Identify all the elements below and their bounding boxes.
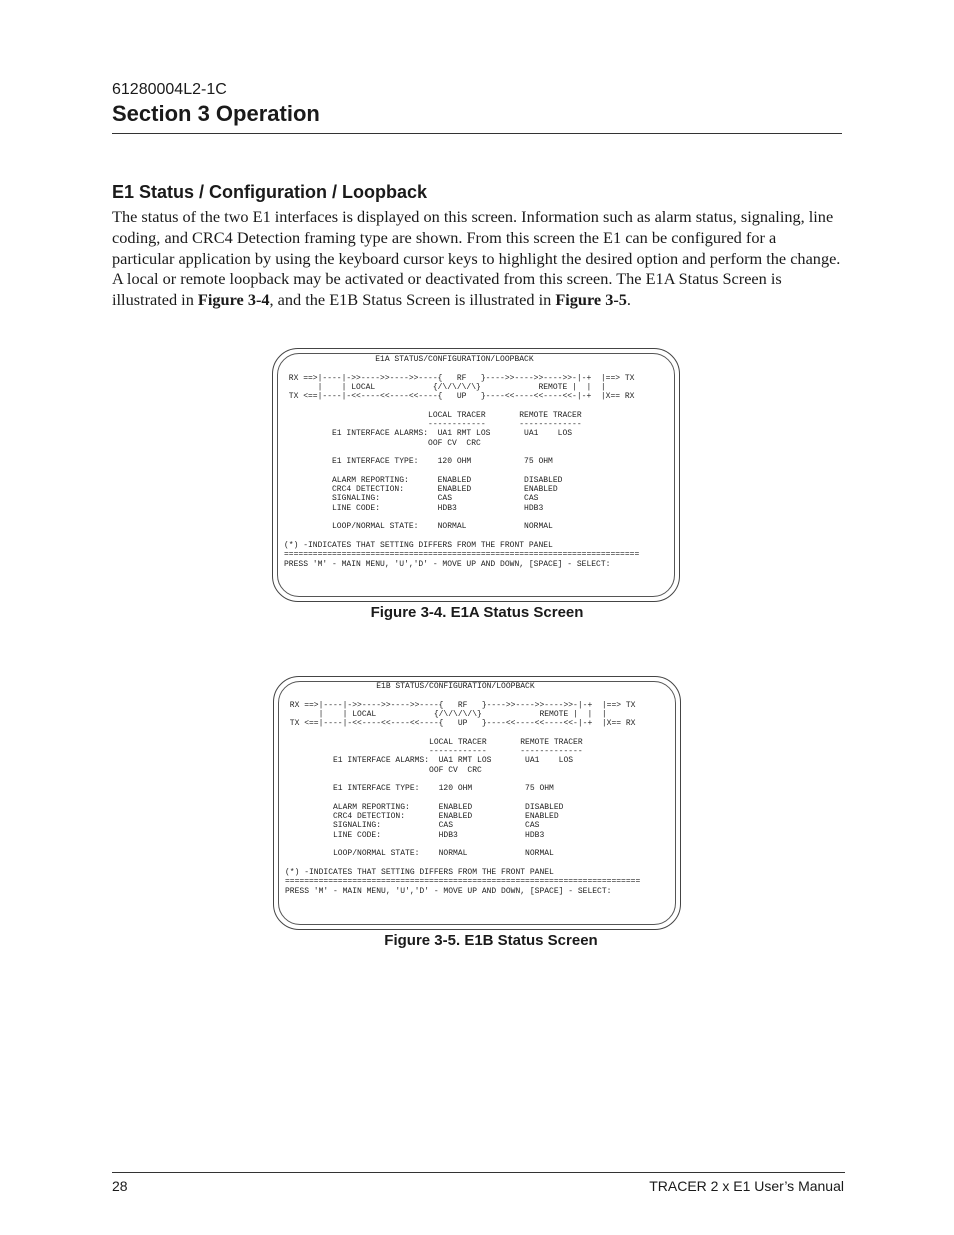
figure-caption-3-4: Figure 3-4. E1A Status Screen: [370, 604, 584, 621]
document-number: 61280004L2-1C: [112, 81, 227, 98]
page-number: 28: [112, 1178, 128, 1194]
body-paragraph: [112, 207, 842, 311]
figure-reference-3-4: Figure 3-4: [197, 290, 270, 310]
figure-caption-3-5: Figure 3-5. E1B Status Screen: [384, 932, 598, 949]
header-divider: [112, 133, 842, 134]
subsection-title: E1 Status / Configuration / Loopback: [112, 182, 428, 202]
e1a-status-screen-text: E1A STATUS/CONFIGURATION/LOOPBACK RX ==>|----|->>---->>---->>----{ RF }---->>---->>---->>-|-+ |==> TX | | LOCAL {/\/\/\/\} REMOTE | | | TX <==|----|-<<----<<----<<----{ UP }----<<----<<----<<-|-+ |X== RX LOCAL TRACER REMOTE TRACER ------------ ------------- E1 INTERFACE ALARMS: UA1 RMT LOS UA1 LOS OOF CV CRC E1 INTERFACE TYPE: 120 OHM 75 OHM ALARM REPORTING: ENABLED DISABLED CRC4 DETECTION: ENABLED ENABLED SIGNALING: CAS CAS LINE CODE: HDB3 HDB3 LOOP/NORMAL STATE: NORMAL NORMAL (*) -INDICATES THAT SETTING DIFFERS FROM THE FRONT PANEL ========================================================================== PRESS 'M' - MAIN MENU, 'U','D' - MOVE UP AND DOWN, [SPACE] - SELECT:: [284, 355, 640, 569]
footer-divider: [112, 1172, 845, 1173]
e1b-status-screen-text: E1B STATUS/CONFIGURATION/LOOPBACK RX ==>|----|->>---->>---->>----{ RF }---->>---->>---->>-|-+ |==> TX | | LOCAL {/\/\/\/\} REMOTE | | | TX <==|----|-<<----<<----<<----{ UP }----<<----<<----<<-|-+ |X== RX LOCAL TRACER REMOTE TRACER ------------ ------------- E1 INTERFACE ALARMS: UA1 RMT LOS UA1 LOS OOF CV CRC E1 INTERFACE TYPE: 120 OHM 75 OHM ALARM REPORTING: ENABLED DISABLED CRC4 DETECTION: ENABLED ENABLED SIGNALING: CAS CAS LINE CODE: HDB3 HDB3 LOOP/NORMAL STATE: NORMAL NORMAL (*) -INDICATES THAT SETTING DIFFERS FROM THE FRONT PANEL ========================================================================== PRESS 'M' - MAIN MENU, 'U','D' - MOVE UP AND DOWN, [SPACE] - SELECT:: [285, 682, 641, 896]
body-text-end: .: [626, 290, 631, 310]
manual-title: TRACER 2 x E1 User’s Manual: [649, 1178, 844, 1194]
section-title: Section 3 Operation: [112, 101, 320, 126]
body-text-part-2: , and the E1B Status Screen is illustrated in: [269, 290, 556, 310]
body-text-part-1: The status of the two E1 interfaces is displayed on this screen. Information such as alarm status, signaling, line coding, and CRC4 Detection framing type are shown. From this screen the E1 can be configured for a particular application by using the keyboard cursor keys to highlight the desired option and perform the change. A local or remote loopback may be activated or deactivated from this screen. The E1A Status Screen is illustrated in: [112, 207, 841, 310]
figure-reference-3-5: Figure 3-5: [555, 290, 627, 310]
